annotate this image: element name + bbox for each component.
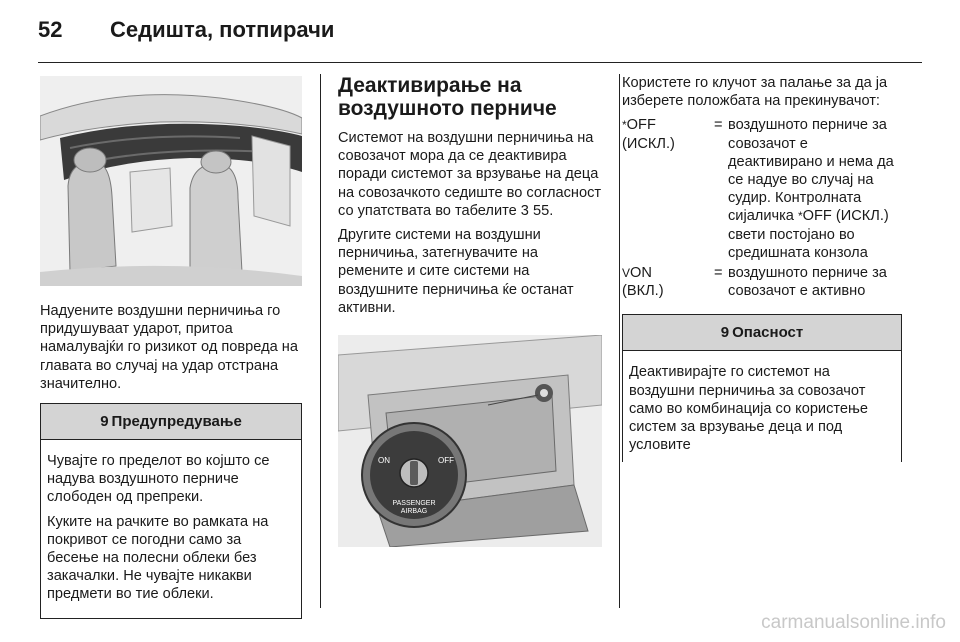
deactivation-paragraph-2: Другите системи на воздушни перничиња, затегнувачите на ремените и сите системи на воздушните перничиња ќе останат активни.: [338, 227, 574, 316]
definition-off-term-sub: (ИСКЛ.): [622, 135, 675, 152]
warning-paragraph-1: Чувајте го пределот во којшто се надува воздушното перниче слободен од препреки.: [47, 453, 270, 506]
switch-label-off: OFF: [438, 456, 454, 466]
warning-title: Предупредување: [111, 413, 242, 431]
airbag-switch-illustration: [338, 335, 602, 547]
switch-label-on: ON: [378, 456, 390, 466]
danger-title: Опасност: [732, 324, 804, 342]
airbag-on-icon: V: [622, 266, 631, 281]
definition-on: [622, 264, 902, 300]
warning-triangle-icon: 9: [100, 413, 109, 431]
definition-off: [622, 116, 902, 262]
danger-header: [623, 315, 901, 351]
definition-off-desc-2: OFF (ИСКЛ.) свети постојано во средишната конзола: [728, 208, 889, 261]
watermark: carmanualsonline.info: [761, 612, 946, 633]
warning-header: [41, 404, 301, 440]
switch-position-intro: Користете го клучот за палање за да ја изберете положбата на прекинувачот:: [622, 75, 888, 110]
definition-off-term: OFF: [626, 117, 656, 134]
airbag-off-lamp-icon: *: [797, 209, 803, 224]
column-3: [622, 74, 902, 462]
definition-off-desc-1: воздушното перниче за совозачот е деактивирано и нема да се надуе во случај на судир. Контролната сијаличка: [728, 117, 894, 225]
definition-on-term: ON: [630, 265, 652, 282]
definition-off-equals: =: [714, 117, 723, 134]
curtain-airbag-illustration: [40, 76, 302, 286]
danger-box: [622, 314, 902, 462]
page-header: [38, 10, 334, 50]
illustration-caption: Надуените воздушни перничиња го придушуваат ударот, притоа намалувајќи го ризикот од повреда на главата во случај на удар отстрана значително.: [40, 303, 298, 392]
warning-paragraph-2: Куките на рачките во рамката на покривот се погодни само за бесење на полесни облеки без закачалки. Не чувајте никакви предмети во тие облеки.: [47, 513, 269, 603]
column-divider-2: [619, 74, 620, 608]
column-2: [338, 74, 602, 547]
switch-position-list: [622, 116, 902, 300]
switch-label-passenger: PASSENGER: [392, 500, 436, 508]
page-number: 52: [38, 17, 63, 42]
column-1: [40, 74, 302, 619]
section-heading: Деактивирање на воздушното перниче: [338, 74, 557, 120]
page-title: Седишта, потпирачи: [110, 17, 335, 42]
column-divider-1: [320, 74, 321, 608]
airbag-off-icon: *: [622, 118, 627, 133]
definition-on-equals: =: [714, 265, 723, 282]
warning-box: [40, 403, 302, 619]
definition-on-desc: воздушното перниче за совозачот е активно: [728, 265, 887, 300]
car-interior-drawing: [40, 76, 302, 286]
danger-text: Деактивирајте го системот на воздушни перничиња за совозачот само во комбинација со користење систем за врзување деца и под условите: [629, 364, 868, 454]
switch-label-airbag: AIRBAG: [400, 508, 428, 516]
deactivation-paragraph-1: Системот на воздушни перничиња на совозачот мора да се деактивира поради системот за врзување на деца на совозачкото седиште во согласност со упатствата во табелите 3 55.: [338, 130, 602, 219]
glovebox-drawing: [338, 335, 602, 547]
definition-on-term-sub: (ВКЛ.): [622, 283, 664, 300]
header-rule: [38, 62, 922, 63]
danger-triangle-icon: 9: [720, 324, 730, 342]
